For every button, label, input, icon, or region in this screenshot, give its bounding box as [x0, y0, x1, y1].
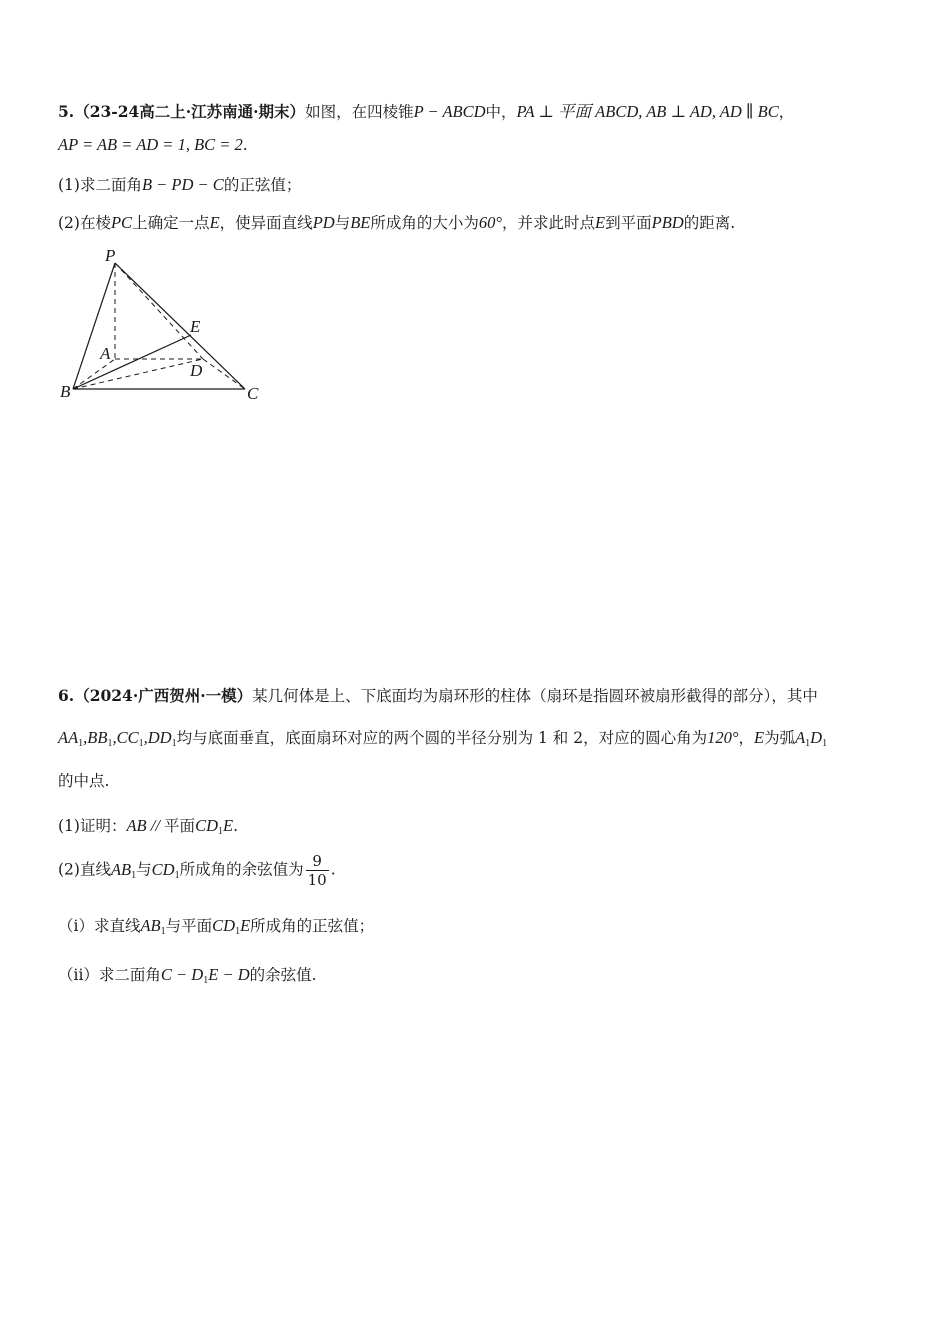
q6-pii-prefix: （ii）求二面角	[58, 966, 161, 984]
q6-fraction: $\frac{9}{10}$	[307, 852, 327, 889]
q5-pyramid: P − ABCD	[413, 102, 486, 121]
q5-part1	[58, 173, 301, 195]
edge-pd	[115, 263, 203, 359]
q6-p1-dot: .	[233, 817, 239, 835]
q6-p2-dot: .	[330, 860, 336, 879]
q5-comma: ，	[778, 103, 795, 121]
q6-part2-ii	[58, 963, 317, 986]
q6-arc: 为弧	[764, 729, 796, 747]
q6-pii-suffix: 的余弦值.	[249, 966, 317, 984]
q6-l2-mid: 均与底面垂直，底面扇环对应的两个圆的半径分别为 1 和 2，对应的圆心角为	[176, 729, 708, 747]
label-c: C	[247, 384, 259, 403]
q6-p1-plane: 平面	[164, 817, 196, 835]
label-e: E	[190, 317, 201, 336]
q5-p2-pc: PC	[110, 213, 133, 232]
q5-intro: 如图，在四棱锥	[305, 103, 414, 121]
q5-p2-c: ，使异面直线	[219, 214, 313, 232]
label-a: A	[100, 344, 111, 363]
q5-p2-e2: 所成角的大小为	[370, 214, 479, 232]
q5-cond2: AP = AB = AD = 1, BC = 2	[58, 135, 243, 154]
q6-part2-i	[58, 914, 374, 937]
q6-p2-text: 所成角的余弦值为	[179, 860, 304, 879]
q5-p2-e: E	[209, 213, 220, 232]
q6-line1	[58, 684, 818, 706]
q5-line1	[58, 98, 794, 122]
q6-line2	[58, 726, 827, 749]
q5-p1-angle: B − PD − C	[141, 175, 224, 194]
edge-pc	[115, 263, 245, 389]
q5-mid: 中，	[485, 103, 517, 121]
q6-angle: 120°	[707, 728, 739, 747]
q5-p2-b: 上确定一点	[132, 214, 210, 232]
q5-p2-deg: 60°	[478, 213, 502, 232]
q6-pi-ab1: $AB_1$	[140, 916, 166, 937]
q6-e: E	[753, 728, 765, 747]
q6-source: （2024·广西贺州·一模）	[74, 686, 253, 705]
q6-p2-ab1: $AB_1$	[110, 859, 137, 881]
label-d: D	[190, 361, 203, 380]
q6-line3	[58, 769, 109, 791]
q5-source: （23-24高二上·江苏南通·期末）	[74, 102, 306, 121]
q5-number: 5.	[58, 102, 75, 121]
q5-line2	[58, 135, 248, 155]
q5-p2-h: 的距离.	[683, 214, 736, 232]
q6-p1-ab: AB //	[126, 816, 165, 835]
q6-number: 6.	[58, 686, 75, 705]
q6-intro: 某几何体是上、下底面均为扇环形的柱体（扇环是指圆环被扇形截得的部分），其中	[252, 687, 818, 705]
edge-dc	[203, 359, 245, 389]
q6-p1-prefix: (1)证明：	[58, 817, 127, 835]
q5-p2-d: 与	[334, 214, 351, 232]
q6-l3: 的中点.	[58, 772, 110, 790]
q6-pii-angle: $C - D_1E - D$	[160, 965, 250, 986]
q5-p2-g: 到平面	[605, 214, 652, 232]
q6-p2-with: 与	[136, 860, 152, 879]
q6-pi-mid: 与平面	[165, 917, 213, 935]
q5-p2-pd: PD	[312, 213, 335, 232]
q5-p2-be: BE	[350, 213, 371, 232]
label-b: B	[60, 382, 71, 401]
q6-p1-cd1e: $CD_1E$	[195, 816, 234, 837]
q5-p1-suffix: 的正弦值；	[223, 176, 302, 194]
q5-part2	[58, 211, 735, 233]
segment-be	[73, 335, 191, 389]
q5-cond1: PA ⊥ 平面 ABCD, AB ⊥ AD, AD ∥ BC	[516, 102, 779, 121]
q6-pi-cd1e: $CD_1E$	[212, 916, 251, 937]
pyramid-figure	[55, 244, 270, 409]
q6-edges: $AA_1,BB_1,CC_1,DD_1$	[58, 728, 177, 749]
q6-pi-prefix: （i）求直线	[58, 917, 141, 935]
edge-pb	[73, 263, 115, 389]
label-p: P	[105, 246, 116, 265]
segment-bd	[73, 359, 203, 389]
q6-part1	[58, 814, 238, 837]
q5-p2-e3: E	[595, 213, 606, 232]
q6-pi-suffix: 所成角的正弦值；	[250, 917, 375, 935]
q5-p2-a: (2)在棱	[58, 214, 111, 232]
q6-p2-prefix: (2)直线	[58, 860, 111, 879]
q5-p2-f: ，并求此时点	[502, 214, 596, 232]
q5-p1-prefix: (1)求二面角	[58, 176, 142, 194]
q5-p2-pbd: PBD	[651, 213, 684, 232]
q6-l2-comma: ，	[738, 729, 754, 747]
q5-dot: .	[242, 136, 248, 154]
q6-part2	[58, 852, 336, 889]
q6-p2-cd1: $CD_1$	[151, 859, 180, 881]
q6-arc-a1d1: $A_1D_1$	[795, 728, 828, 749]
